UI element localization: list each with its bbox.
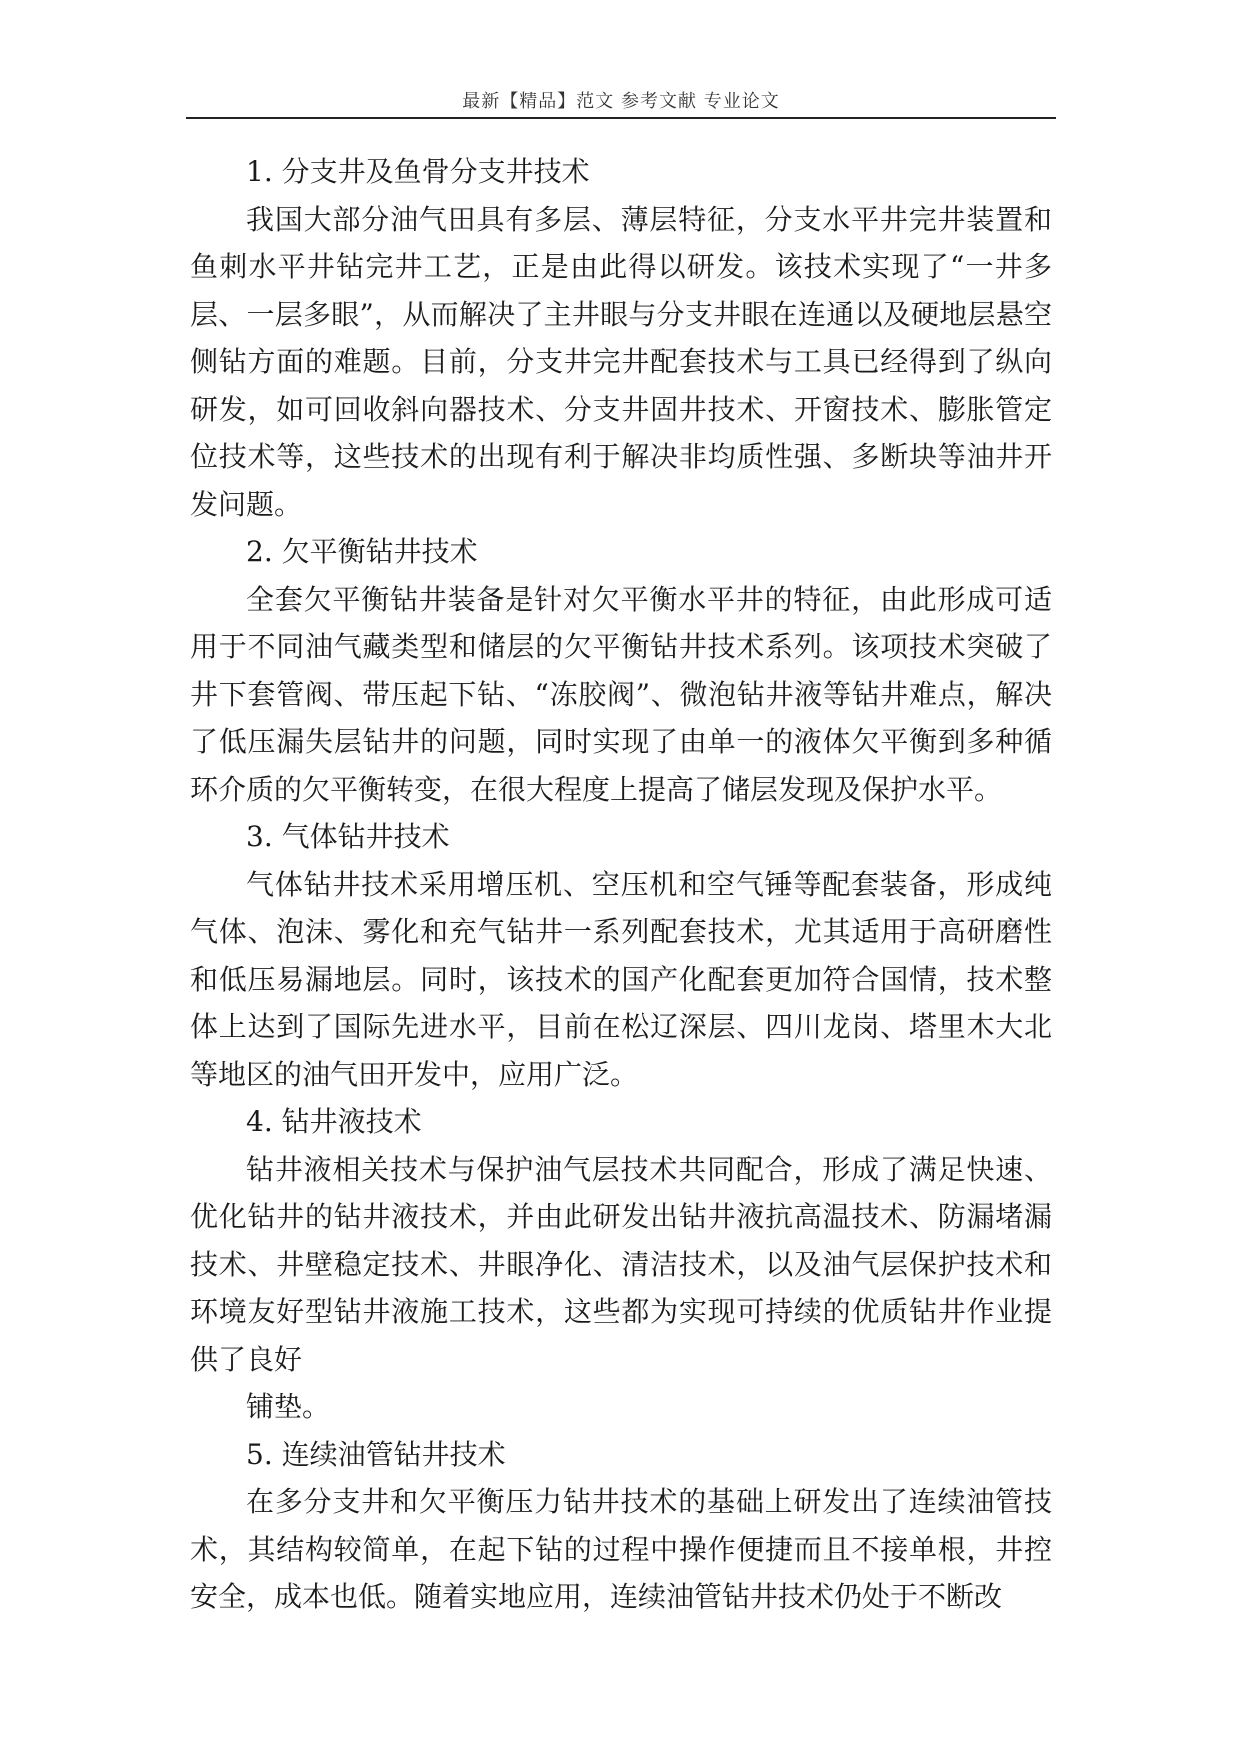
section-heading: 5. 连续油管钻井技术	[246, 1437, 506, 1471]
paragraph: 全套欠平衡钻井装备是针对欠平衡水平井的特征，由此形成可适用于不同油气藏类型和储层的欠平衡钻井技术系列。该项技术突破了井下套管阀、带压起下钻、“冻胶阀”、微泡钻井液等钻井难点，解决了低压漏失层钻井的问题，同时实现了由单一的液体欠平衡到多种循环介质的欠平衡转变，在很大程度上提高了储层发现及保护水平。	[190, 582, 1052, 806]
page-header: 最新【精品】范文 参考文献 专业论文	[462, 91, 780, 112]
paragraph: 我国大部分油气田具有多层、薄层特征，分支水平井完井装置和鱼刺水平井钻完井工艺，正是由此得以研发。该技术实现了“一井多层、一层多眼”，从而解决了主井眼与分支井眼在连通以及硬地层悬空侧钻方面的难题。目前，分支井完井配套技术与工具已经得到了纵向研发，如可回收斜向器技术、分支井固井技术、开窗技术、膨胀管定位技术等，这些技术的出现有利于解决非均质性强、多断块等油井开发问题。	[190, 202, 1052, 521]
paragraph: 钻井液相关技术与保护油气层技术共同配合，形成了满足快速、优化钻井的钻井液技术，并由此研发出钻井液抗高温技术、防漏堵漏技术、井壁稳定技术、井眼净化、清洁技术，以及油气层保护技术和环境友好型钻井液施工技术，这些都为实现可持续的优质钻井作业提供了良好	[190, 1152, 1052, 1376]
section-heading: 1. 分支井及鱼骨分支井技术	[246, 155, 590, 188]
section-heading: 2. 欠平衡钻井技术	[246, 535, 478, 568]
paragraph: 气体钻井技术采用增压机、空压机和空气锤等配套装备，形成纯气体、泡沫、雾化和充气钻井一系列配套技术，尤其适用于高研磨性和低压易漏地层。同时，该技术的国产化配套更加符合国情，技术整体上达到了国际先进水平，目前在松辽深层、四川龙岗、塔里木大北等地区的油气田开发中，应用广泛。	[190, 867, 1052, 1091]
paragraph: 铺垫。	[246, 1390, 331, 1423]
document-body	[190, 148, 1052, 1621]
section-heading: 4. 钻井液技术	[246, 1105, 422, 1138]
section-heading: 3. 气体钻井技术	[246, 820, 450, 853]
header-divider	[186, 117, 1056, 119]
paragraph: 在多分支井和欠平衡压力钻井技术的基础上研发出了连续油管技术，其结构较简单，在起下钻的过程中操作便捷而且不接单根，井控安全，成本也低。随着实地应用，连续油管钻井技术仍处于不断改	[190, 1485, 1052, 1613]
